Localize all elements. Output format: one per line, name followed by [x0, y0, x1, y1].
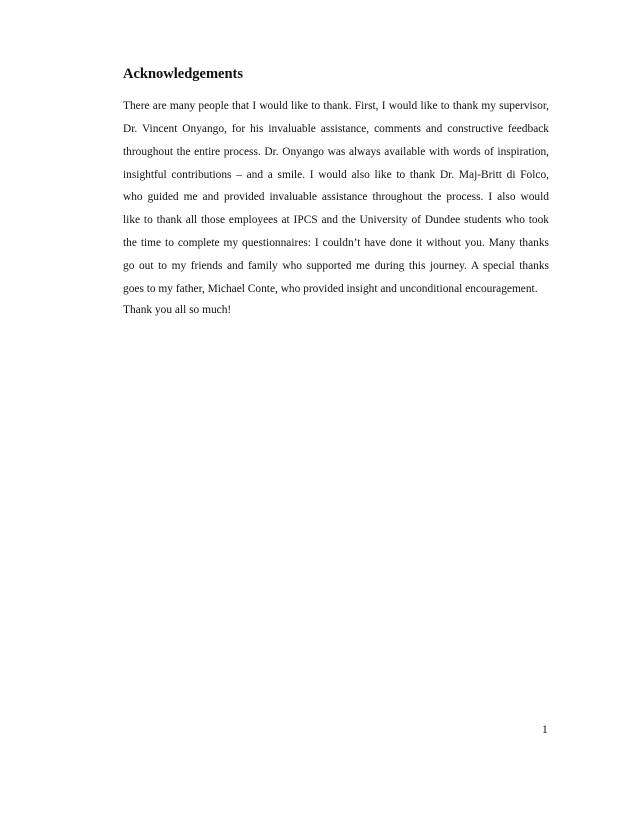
paragraph-line: Dr. Vincent Onyango, for his invaluable assistance, comments and constructive feedback: [123, 122, 549, 135]
paragraph-line: There are many people that I would like to thank. First, I would like to thank my supervisor,: [123, 100, 549, 112]
paragraph-line: like to thank all those employees at IPCS and the University of Dundee students who took: [123, 214, 549, 227]
acknowledgement-paragraph: [123, 95, 549, 301]
page-title: Acknowledgements: [123, 66, 244, 82]
paragraph-line: insightful contributions – and a smile. I would also like to thank Dr. Maj-Britt di Folco,: [123, 168, 549, 181]
paragraph-line: the time to complete my questionnaires: I couldn’t have done it without you. Many thanks: [123, 237, 549, 250]
paragraph-line: who guided me and provided invaluable assistance throughout the process. I also would: [123, 191, 549, 204]
closing-line: Thank you all so much!: [123, 304, 232, 316]
paragraph-line: goes to my father, Michael Conte, who provided insight and unconditional encouragement.: [123, 282, 538, 295]
paragraph-line: go out to my friends and family who supported me during this journey. A special thanks: [123, 259, 549, 272]
page-number: 1: [542, 724, 548, 736]
paragraph-line: throughout the entire process. Dr. Onyango was always available with words of inspiration,: [123, 145, 549, 158]
